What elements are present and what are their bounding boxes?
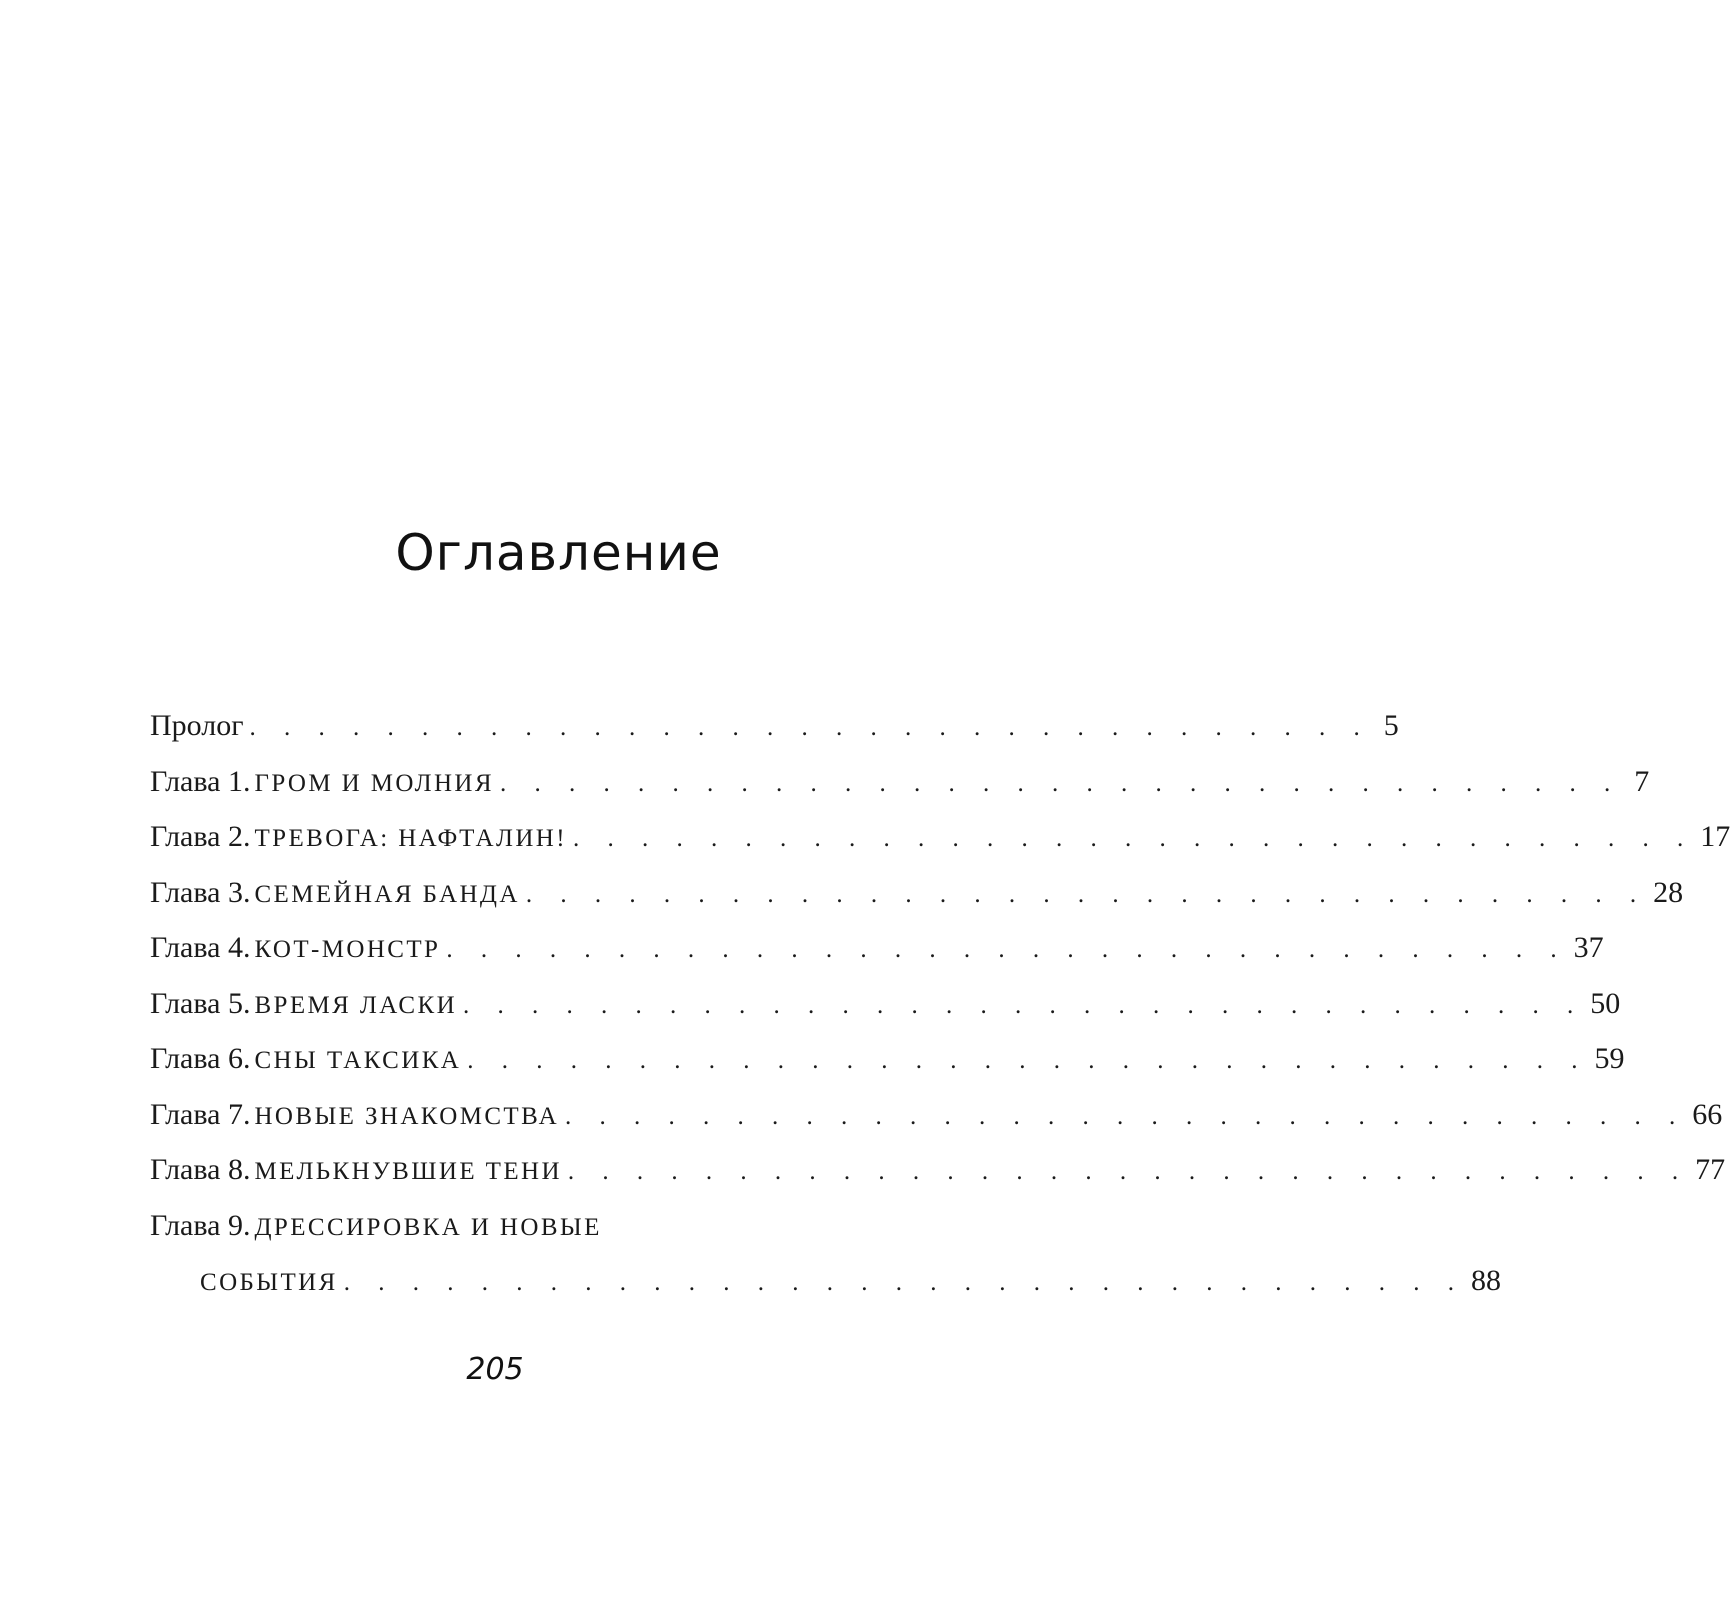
toc-entry-chapter-9-continuation[interactable] <box>150 1253 1501 1309</box>
toc-entry-chapter-7[interactable] <box>150 1087 1723 1143</box>
dot-leader: . . . . . . . . . . . . . . . . . . . . . . . . . . . . . . . . . <box>467 1047 1589 1074</box>
dot-leader: . . . . . . . . . . . . . . . . . . . . . . . . . . . . . . . . . <box>499 769 1622 797</box>
toc-entry-chapter-4[interactable] <box>150 920 1604 976</box>
toc-entry-chapter-2[interactable] <box>150 809 1730 865</box>
toc-entry-page: 5 <box>1383 709 1399 742</box>
toc-entry-chapter-8[interactable] <box>150 1142 1726 1198</box>
toc-entry-prefix: Глава 1. <box>150 764 251 798</box>
toc-entry-title: СЕМЕЙНАЯ БАНДА <box>254 880 520 908</box>
toc-entry-title: ВРЕМЯ ЛАСКИ <box>254 991 458 1019</box>
toc-entry-prefix: Глава 3. <box>150 875 251 909</box>
toc-entry-page: 37 <box>1573 931 1604 964</box>
toc-entry-page: 59 <box>1594 1042 1625 1075</box>
toc-entry-prefix: Глава 8. <box>150 1153 251 1186</box>
toc-entry-title: ДРЕССИРОВКА И НОВЫЕ <box>254 1213 602 1241</box>
toc-entry-page: 7 <box>1634 764 1650 798</box>
dot-leader: . . . . . . . . . . . . . . . . . . . . . . . . . . . . . . . . . <box>463 991 1585 1019</box>
toc-entry-chapter-1[interactable] <box>150 754 1650 810</box>
toc-entry-prefix: Глава 4. <box>150 931 251 964</box>
toc-entry-page: 66 <box>1692 1097 1723 1131</box>
dot-leader: . . . . . . . . . . . . . . . . . . . . . . . . . . . . . . . . . <box>572 825 1695 852</box>
toc-entry-title: КОТ-МОНСТР <box>254 936 441 963</box>
page-title: Оглавление <box>395 524 722 582</box>
dot-leader: . . . . . . . . . . . . . . . . . . . . . . . . . . . . . . . . . <box>343 1269 1465 1296</box>
toc-entry-chapter-9[interactable] <box>150 1198 828 1254</box>
toc-entry-prefix: Пролог <box>150 709 244 742</box>
toc-entry-prefix: Глава 2. <box>150 820 251 853</box>
dot-leader: . . . . . . . . . . . . . . . . . . . . . . . . . . . . . . . . . <box>249 714 1371 741</box>
toc-entry-chapter-6[interactable] <box>150 1031 1625 1087</box>
page-number: 205 <box>466 1352 524 1387</box>
toc-entry-prefix: Глава 7. <box>150 1097 251 1131</box>
toc-entry-page: 88 <box>1470 1264 1501 1297</box>
toc-entry-prefix: Глава 6. <box>150 1042 251 1075</box>
toc-entry-title: НОВЫЕ ЗНАКОМСТВА <box>254 1102 560 1130</box>
dot-leader: . . . . . . . . . . . . . . . . . . . . . . . . . . . . . . . . . <box>565 1102 1687 1130</box>
toc-entry-page: 50 <box>1590 986 1621 1020</box>
dot-leader: . . . . . . . . . . . . . . . . . . . . . . . . . . . . . . . . . <box>525 880 1648 908</box>
toc-entry-prologue[interactable] <box>150 698 1399 754</box>
toc-entry-page: 28 <box>1653 875 1684 909</box>
toc-entry-title: ТРЕВОГА: НАФТАЛИН! <box>254 825 567 852</box>
dot-leader: . . . . . . . . . . . . . . . . . . . . . . . . . . . . . . . . . <box>446 936 1568 963</box>
table-of-contents <box>150 698 1730 1309</box>
toc-entry-title: ГРОМ И МОЛНИЯ <box>254 769 494 797</box>
toc-entry-page: 17 <box>1700 820 1730 853</box>
toc-entry-title: МЕЛЬКНУВШИЕ ТЕНИ <box>254 1158 562 1185</box>
toc-entry-title: СНЫ ТАКСИКА <box>254 1047 462 1074</box>
toc-entry-prefix: Глава 9. <box>150 1208 251 1242</box>
dot-leader: . . . . . . . . . . . . . . . . . . . . . . . . . . . . . . . . . <box>567 1158 1690 1185</box>
toc-entry-page: 77 <box>1695 1153 1726 1186</box>
toc-entry-chapter-5[interactable] <box>150 976 1621 1032</box>
toc-entry-chapter-3[interactable] <box>150 865 1684 921</box>
toc-entry-title: СОБЫТИЯ <box>200 1269 338 1296</box>
toc-entry-prefix: Глава 5. <box>150 986 251 1020</box>
